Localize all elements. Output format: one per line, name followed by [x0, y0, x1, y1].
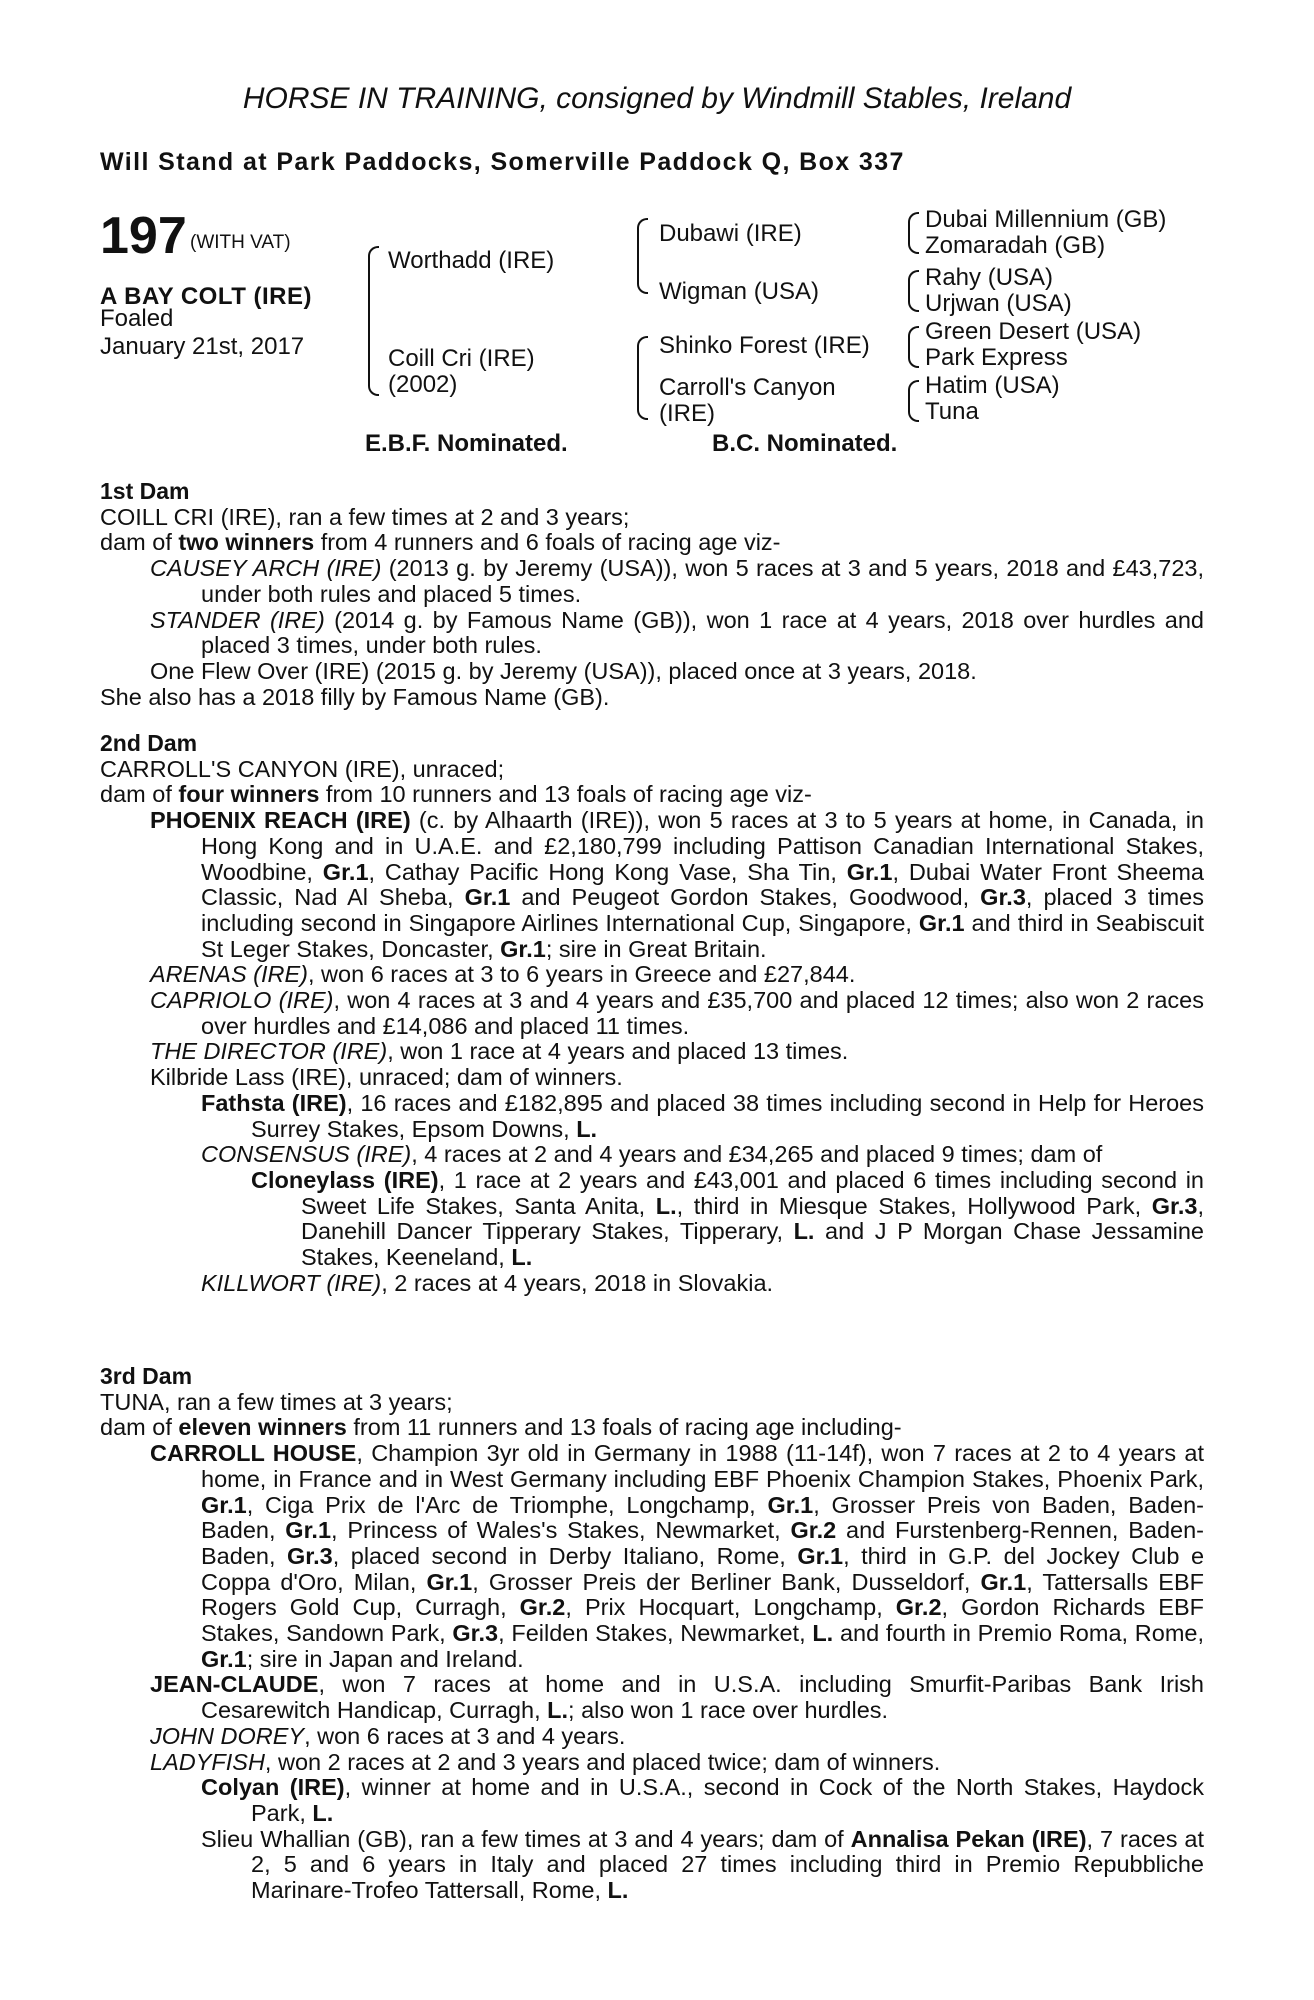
lot-number: 197 [100, 207, 187, 265]
produce-note: She also has a 2018 filly by Famous Name (GB). [100, 683, 610, 710]
great-grand-produce-entry: Cloneylass (IRE), 1 race at 2 years and £43,001 and placed 6 times including second in Sweet Life Stakes, Santa Anita, L., third in Miesque Stakes, Hollywood Park, Gr.3, Danehill Dancer Tipperary Stakes, Tipperary, L. and J P Morgan Chase Jessamine Stakes, Keeneland, L. [251, 1166, 1204, 1271]
section-heading: 3rd Dam [100, 1363, 193, 1389]
dam-line: COILL CRI (IRE), ran a few times at 2 and 3 years; [100, 503, 630, 530]
pedigree-g2: Zomaradah (GB) [925, 232, 1106, 259]
pedigree-bracket-g4 [908, 380, 919, 422]
pedigree-dam-dam: Carroll's Canyon [659, 374, 836, 401]
pedigree-g6: Park Express [925, 344, 1068, 371]
dam-line: CARROLL'S CANYON (IRE), unraced; [100, 755, 505, 782]
page-title: HORSE IN TRAINING, consigned by Windmill Stables, Ireland [242, 82, 1072, 115]
horse-name: A BAY COLT (IRE) [100, 283, 313, 310]
pedigree-dam: Coill Cri (IRE) [388, 345, 535, 372]
produce-entry: Kilbride Lass (IRE), unraced; dam of winners. [150, 1064, 623, 1091]
pedigree-g4: Urjwan (USA) [925, 290, 1072, 317]
location-line: Will Stand at Park Paddocks, Somerville Paddock Q, Box 337 [100, 148, 905, 176]
pedigree-g1: Dubai Millennium (GB) [925, 206, 1167, 233]
produce-entry: JEAN-CLAUDE, won 7 races at home and in U.S.A. including Smurfit-Paribas Bank Irish Cesarewitch Handicap, Curragh, L.; also won 1 race over hurdles. [150, 1671, 1204, 1724]
pedigree-g5: Green Desert (USA) [925, 318, 1142, 345]
grand-produce-entry: Colyan (IRE), winner at home and in U.S.A., second in Cock of the North Stakes, Haydock Park, L. [201, 1774, 1204, 1826]
third-dam-section [100, 1364, 1204, 1904]
produce-entry: THE DIRECTOR (IRE), won 1 race at 4 years and placed 13 times. [150, 1038, 849, 1065]
pedigree-bracket-dam-line [637, 336, 648, 420]
grand-produce-entry: CONSENSUS (IRE), 4 races at 2 and 4 years and £34,265 and placed 9 times; dam of [201, 1141, 1103, 1168]
bc-nominated: B.C. Nominated. [712, 430, 898, 457]
produce-entry: One Flew Over (IRE) (2015 g. by Jeremy (USA)), placed once at 3 years, 2018. [150, 657, 977, 684]
foaled-date: January 21st, 2017 [100, 333, 305, 360]
pedigree-dam-year: (2002) [388, 371, 458, 398]
pedigree-bracket-g2 [908, 270, 919, 312]
grand-produce-entry: Fathsta (IRE), 16 races and £182,895 and placed 38 times including second in Help for Heroes Surrey Stakes, Epsom Downs, L. [201, 1089, 1204, 1142]
grand-produce-entry: Slieu Whallian (GB), ran a few times at 3 and 4 years; dam of Annalisa Pekan (IRE), 7 races at 2, 5 and 6 years in Italy and placed 27 times including third in Premio Repubbliche Marinare-Trofeo Tattersall, Rome, L. [201, 1825, 1205, 1904]
pedigree-bracket-g1 [908, 212, 919, 254]
dam-produce-summary: dam of four winners from 10 runners and 13 foals of racing age viz- [100, 781, 812, 808]
dam-produce-summary: dam of eleven winners from 11 runners and 13 foals of racing age including- [100, 1414, 902, 1441]
pedigree-dam-dam-country: (IRE) [659, 400, 715, 427]
pedigree-bracket-g3 [908, 326, 919, 368]
produce-entry: CAPRIOLO (IRE), won 4 races at 3 and 4 years and £35,700 and placed 12 times; also won 2 races over hurdles and £14,086 and placed 11 times. [150, 987, 1204, 1039]
grand-produce-entry: KILLWORT (IRE), 2 races at 4 years, 2018 in Slovakia. [201, 1269, 774, 1296]
produce-entry: ARENAS (IRE), won 6 races at 3 to 6 years in Greece and £27,844. [150, 961, 856, 988]
pedigree-sire: Worthadd (IRE) [388, 247, 555, 274]
foaled-label: Foaled [100, 305, 174, 332]
pedigree-g7: Hatim (USA) [925, 372, 1060, 399]
ebf-nominated: E.B.F. Nominated. [365, 430, 568, 457]
pedigree-sire-sire: Dubawi (IRE) [659, 220, 802, 247]
pedigree-g3: Rahy (USA) [925, 264, 1054, 291]
produce-entry: LADYFISH, won 2 races at 2 and 3 years and placed twice; dam of winners. [150, 1748, 941, 1775]
pedigree-g8: Tuna [925, 398, 979, 425]
produce-entry: JOHN DOREY, won 6 races at 3 and 4 years. [150, 1722, 626, 1749]
pedigree-bracket-sire-line [637, 218, 648, 294]
pedigree-sire-dam: Wigman (USA) [659, 278, 820, 305]
produce-entry: CAUSEY ARCH (IRE) (2013 g. by Jeremy (USA)), won 5 races at 3 and 5 years, 2018 and £43,723, under both rules and placed 5 times. [150, 555, 1204, 607]
first-dam-section [100, 479, 1204, 710]
pedigree-bracket-sire-dam [368, 246, 379, 396]
produce-entry: PHOENIX REACH (IRE) (c. by Alhaarth (IRE)), won 5 races at 3 to 5 years at home, in Canada, in Hong Kong and in U.A.E. and £2,180,799 including Pattison Canadian International Stakes, Woodbine, Gr.1, Cathay Pacific Hong Kong Vase, Sha Tin, Gr.1, Dubai Water Front Sheema Classic, Nad Al Sheba, Gr.1 and Peugeot Gordon Stakes, Goodwood, Gr.3, placed 3 times including second in Singapore Airlines International Cup, Singapore, Gr.1 and third in Seabiscuit St Leger Stakes, Doncaster, Gr.1; sire in Great Britain. [150, 807, 1205, 962]
vat-note: (WITH VAT) [190, 232, 291, 253]
pedigree-dam-sire: Shinko Forest (IRE) [659, 332, 870, 359]
dam-produce-summary: dam of two winners from 4 runners and 6 foals of racing age viz- [100, 529, 781, 556]
dam-line: TUNA, ran a few times at 3 years; [100, 1388, 453, 1415]
second-dam-section [100, 731, 1204, 1296]
produce-entry: CARROLL HOUSE, Champion 3yr old in Germany in 1988 (11-14f), won 7 races at 2 to 4 years at home, in France and in West Germany including EBF Phoenix Champion Stakes, Phoenix Park, Gr.1, Ciga Prix de l'Arc de Triomphe, Longchamp, Gr.1, Grosser Preis von Baden, Baden-Baden, Gr.1, Princess of Wales's Stakes, Newmarket, Gr.2 and Furstenberg-Rennen, Baden-Baden, Gr.3, placed second in Derby Italiano, Rome, Gr.1, third in G.P. del Jockey Club e Coppa d'Oro, Milan, Gr.1, Grosser Preis der Berliner Bank, Dusseldorf, Gr.1, Tattersalls EBF Rogers Gold Cup, Curragh, Gr.2, Prix Hocquart, Longchamp, Gr.2, Gordon Richards EBF Stakes, Sandown Park, Gr.3, Feilden Stakes, Newmarket, L. and fourth in Premio Roma, Rome, Gr.1; sire in Japan and Ireland. [150, 1440, 1205, 1672]
section-heading: 2nd Dam [100, 730, 198, 756]
produce-entry: STANDER (IRE) (2014 g. by Famous Name (GB)), won 1 race at 4 years, 2018 over hurdles and placed 3 times, under both rules. [150, 606, 1205, 659]
section-heading: 1st Dam [100, 478, 190, 504]
